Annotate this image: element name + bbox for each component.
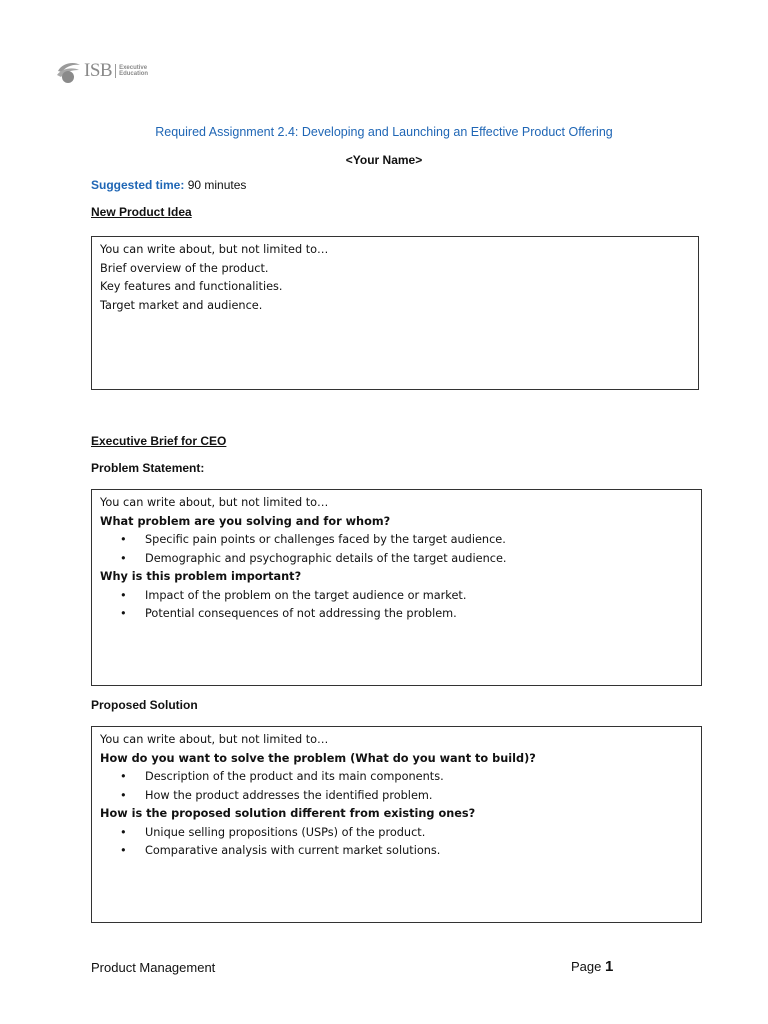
problem-statement-box[interactable] (91, 489, 702, 686)
your-name-placeholder: <Your Name> (345, 153, 423, 167)
box-line: Brief overview of the product. (100, 261, 269, 275)
bullet-item: • Demographic and psychographic details of the target audience. (100, 550, 693, 569)
logo-sub-line1: Executive (119, 64, 148, 71)
bullet-item: • How the product addresses the identified problem. (100, 787, 693, 806)
proposed-solution-box[interactable] (91, 726, 702, 923)
page-number: 1 (604, 958, 614, 975)
suggested-time-label: Suggested time: (91, 178, 185, 192)
box-question: How do you want to solve the problem (What do you want to build)? (100, 751, 536, 765)
box-question: What problem are you solving and for whom? (100, 514, 391, 528)
box-question: How is the proposed solution different from existing ones? (100, 807, 476, 820)
document-title: Required Assignment 2.4: Developing and Launching an Effective Product Offering (155, 125, 613, 139)
bullet-list (100, 531, 693, 568)
bullet-item: • Specific pain points or challenges faced by the target audience. (100, 531, 693, 550)
new-product-heading: New Product Idea (91, 205, 192, 219)
proposed-solution-heading: Proposed Solution (91, 698, 198, 712)
logo-separator (115, 64, 116, 78)
box-line: Target market and audience. (100, 298, 263, 312)
box-line: Key features and functionalities. (100, 280, 283, 293)
logo-sub-line2: Education (119, 71, 149, 77)
bullet-item: • Description of the product and its main components. (100, 768, 693, 787)
bullet-item: • Impact of the problem on the target audience or market. (100, 587, 693, 606)
suggested-time (91, 178, 246, 192)
isb-logo (54, 56, 148, 86)
logo-subtitle (119, 65, 148, 78)
bullet-list (100, 587, 693, 624)
bullet-list (100, 768, 693, 805)
box-line: You can write about, but not limited to… (100, 496, 329, 509)
suggested-time-value: 90 minutes (184, 178, 247, 192)
isb-logo-mark-icon (54, 57, 82, 85)
box-line: You can write about, but not limited to… (100, 243, 329, 256)
problem-statement-heading: Problem Statement: (91, 461, 205, 475)
bullet-item: • Comparative analysis with current market solutions. (100, 842, 693, 861)
bullet-item: • Unique selling propositions (USPs) of the product. (100, 824, 693, 843)
logo-text: ISB (84, 60, 113, 81)
page-label: Page (571, 959, 605, 974)
new-product-box[interactable] (91, 236, 699, 390)
box-line: You can write about, but not limited to… (100, 733, 329, 746)
footer-course-name: Product Management (91, 960, 216, 975)
footer-page (571, 958, 613, 975)
executive-brief-heading: Executive Brief for CEO (91, 434, 227, 448)
bullet-list (100, 824, 693, 861)
bullet-item: • Potential consequences of not addressing the problem. (100, 605, 693, 624)
box-question: Why is this problem important? (100, 570, 302, 583)
